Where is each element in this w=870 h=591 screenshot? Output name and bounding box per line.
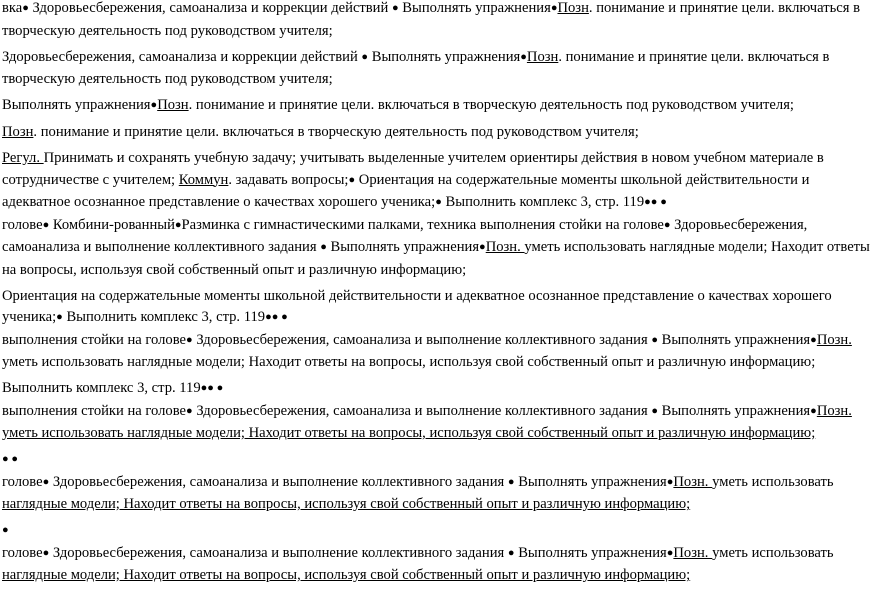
paragraph xyxy=(2,378,852,445)
text-run: адекватное осознанное представление о качествах хорошего ученика; xyxy=(2,194,436,210)
underlined-term: Позн. xyxy=(816,331,852,348)
text-run: Выполнять упражнения xyxy=(2,97,151,113)
bullet-mark: ● xyxy=(391,2,399,14)
bullet-mark: ● xyxy=(42,218,50,231)
text-run: Здоровьесбережения, самоанализа и коррекции действий xyxy=(28,0,392,16)
bullet-mark: ● xyxy=(479,241,486,253)
paragraph xyxy=(2,286,852,374)
underlined-term: уметь использовать наглядные модели; Находит ответы на вопросы, используя свой собственный опыт и различную информацию; xyxy=(2,425,816,441)
bullet-mark: ● xyxy=(666,475,674,488)
text-run: уметь использовать наглядные модели; Находит ответы на вопросы, используя свой собственный опыт и различную информацию; xyxy=(2,354,816,370)
bullet-mark: ● xyxy=(42,546,50,559)
text-run: Выполнять упражнения xyxy=(398,0,551,16)
text-run: вка xyxy=(2,0,23,16)
text-run: . понимание и принятие цели. включаться в xyxy=(588,0,860,16)
paragraph xyxy=(2,47,830,91)
underlined-term: Позн xyxy=(157,97,189,113)
underlined-term: Позн xyxy=(2,124,34,140)
bullet-mark: ● xyxy=(663,218,671,231)
text-run: Комбини-рованный xyxy=(49,216,175,233)
text-run: Здоровьесбережения, самоанализа и коррекции действий xyxy=(2,48,362,65)
text-run: самоанализа и выполнение коллективного задания xyxy=(2,239,321,255)
bullet-mark: ●● ● xyxy=(200,382,224,394)
text-run: творческую деятельность под руководством учителя; xyxy=(2,22,333,39)
text-run: Разминка с гимнастическими палками, техника выполнения стойки на голове xyxy=(181,216,664,233)
text-run: голове xyxy=(2,544,43,561)
text-run: уметь использовать xyxy=(712,544,834,561)
underlined-term: Позн xyxy=(526,48,559,65)
text-run: . задавать вопросы; xyxy=(228,171,349,188)
text-run: Выполнять упражнения xyxy=(326,239,480,255)
text-run: Здоровьесбережения, самоанализа и выполнение коллективного задания xyxy=(49,473,508,490)
underlined-term: Коммун xyxy=(178,171,229,188)
bullet-mark: ●● ● xyxy=(265,311,288,323)
underlined-term: Регул. xyxy=(2,150,44,166)
text-run: Ориентация на содержательные моменты школьной действительности и xyxy=(355,171,810,188)
text-run: Выполнить комплекс 3, стр. 119 xyxy=(2,380,201,396)
underlined-term: наглядные модели; Находит ответы на вопросы, используя свой собственный опыт и различную информацию; xyxy=(2,567,691,583)
bullet-mark: ● xyxy=(550,2,558,14)
text-run: Здоровьесбережения, самоанализа и выполнение коллективного задания xyxy=(49,544,508,561)
bullet-mark: ● xyxy=(520,50,527,63)
paragraph xyxy=(2,148,870,281)
text-run: . понимание и принятие цели. включаться в xyxy=(558,48,830,65)
bullet-mark: ●● ● xyxy=(644,196,667,208)
text-run: голове xyxy=(2,216,43,233)
underlined-term: наглядные модели; Находит ответы на вопросы, используя свой собственный опыт и различную информацию; xyxy=(2,496,691,512)
bullet-mark: ● xyxy=(507,475,515,488)
paragraph xyxy=(2,0,860,42)
text-run: Выполнить комплекс 3, стр. 119 xyxy=(62,309,266,325)
bullet-mark: ● xyxy=(435,196,442,208)
bullet-mark: ● xyxy=(2,524,9,536)
text-run: на вопросы, используя свой собственный опыт и различную информацию; xyxy=(2,261,467,278)
text-run: . понимание и принятие цели. включаться в творческую деятельность под руководством учителя; xyxy=(188,97,794,113)
text-run: Выполнять упражнения xyxy=(514,544,667,561)
bullet-mark: ● xyxy=(150,99,158,111)
bullet-mark: ● xyxy=(361,50,369,63)
bullet-mark: ● xyxy=(651,404,658,417)
paragraph xyxy=(2,122,814,144)
text-run: Здоровьесбережения, xyxy=(670,216,808,233)
text-run: сотрудничестве с учителем; xyxy=(2,171,179,188)
text-run: творческую деятельность под руководством учителя; xyxy=(2,71,333,87)
text-run: Выполнять упражнения xyxy=(657,402,811,419)
bullet-mark: ● ● xyxy=(2,453,19,465)
text-run: Выполнять упражнения xyxy=(514,473,667,490)
bullet-mark: ● xyxy=(348,173,356,186)
bullet-mark: ● xyxy=(22,2,29,14)
text-run: Здоровьесбережения, самоанализа и выполнение коллективного задания xyxy=(192,402,652,419)
text-run: ученика; xyxy=(2,309,57,325)
text-run: Выполнять упражнения xyxy=(368,48,521,65)
bullet-mark: ● xyxy=(666,546,674,559)
underlined-term: Позн. xyxy=(485,239,525,255)
text-run: Выполнять упражнения xyxy=(657,331,811,348)
text-run: выполнения стойки на голове xyxy=(2,402,187,419)
bullet-mark: ● xyxy=(186,333,193,346)
paragraph xyxy=(2,95,814,118)
paragraph xyxy=(2,520,834,587)
bullet-mark: ● xyxy=(507,546,515,559)
paragraph xyxy=(2,449,834,516)
text-run: Ориентация на содержательные моменты школьной действительности и адекватное осознанное представление о качествах хорошего xyxy=(2,287,832,304)
bullet-mark: ● xyxy=(42,475,50,488)
text-run: . понимание и принятие цели. включаться в творческую деятельность под руководством учителя; xyxy=(33,124,639,140)
text-run: Выполнить комплекс 3, стр. 119 xyxy=(441,194,645,210)
bullet-mark: ● xyxy=(810,333,817,346)
bullet-mark: ● xyxy=(186,404,193,417)
underlined-term: Позн. xyxy=(816,402,852,419)
text-run: уметь использовать наглядные модели; Находит ответы xyxy=(524,239,870,255)
bullet-mark: ● xyxy=(810,404,817,417)
bullet-mark: ● xyxy=(56,311,63,323)
text-run: уметь использовать xyxy=(712,473,834,490)
underlined-term: Позн. xyxy=(673,473,713,490)
underlined-term: Позн. xyxy=(673,544,713,561)
text-run: Принимать и сохранять учебную задачу; учитывать выделенные учителем ориентиры действия в новом учебном материале в xyxy=(43,150,824,166)
text-run: выполнения стойки на голове xyxy=(2,331,187,348)
text-run: голове xyxy=(2,473,43,490)
bullet-mark: ● xyxy=(174,218,182,231)
bullet-mark: ● xyxy=(320,241,327,253)
underlined-term: Позн xyxy=(557,0,589,16)
text-run: Здоровьесбережения, самоанализа и выполнение коллективного задания xyxy=(192,331,652,348)
bullet-mark: ● xyxy=(651,333,658,346)
